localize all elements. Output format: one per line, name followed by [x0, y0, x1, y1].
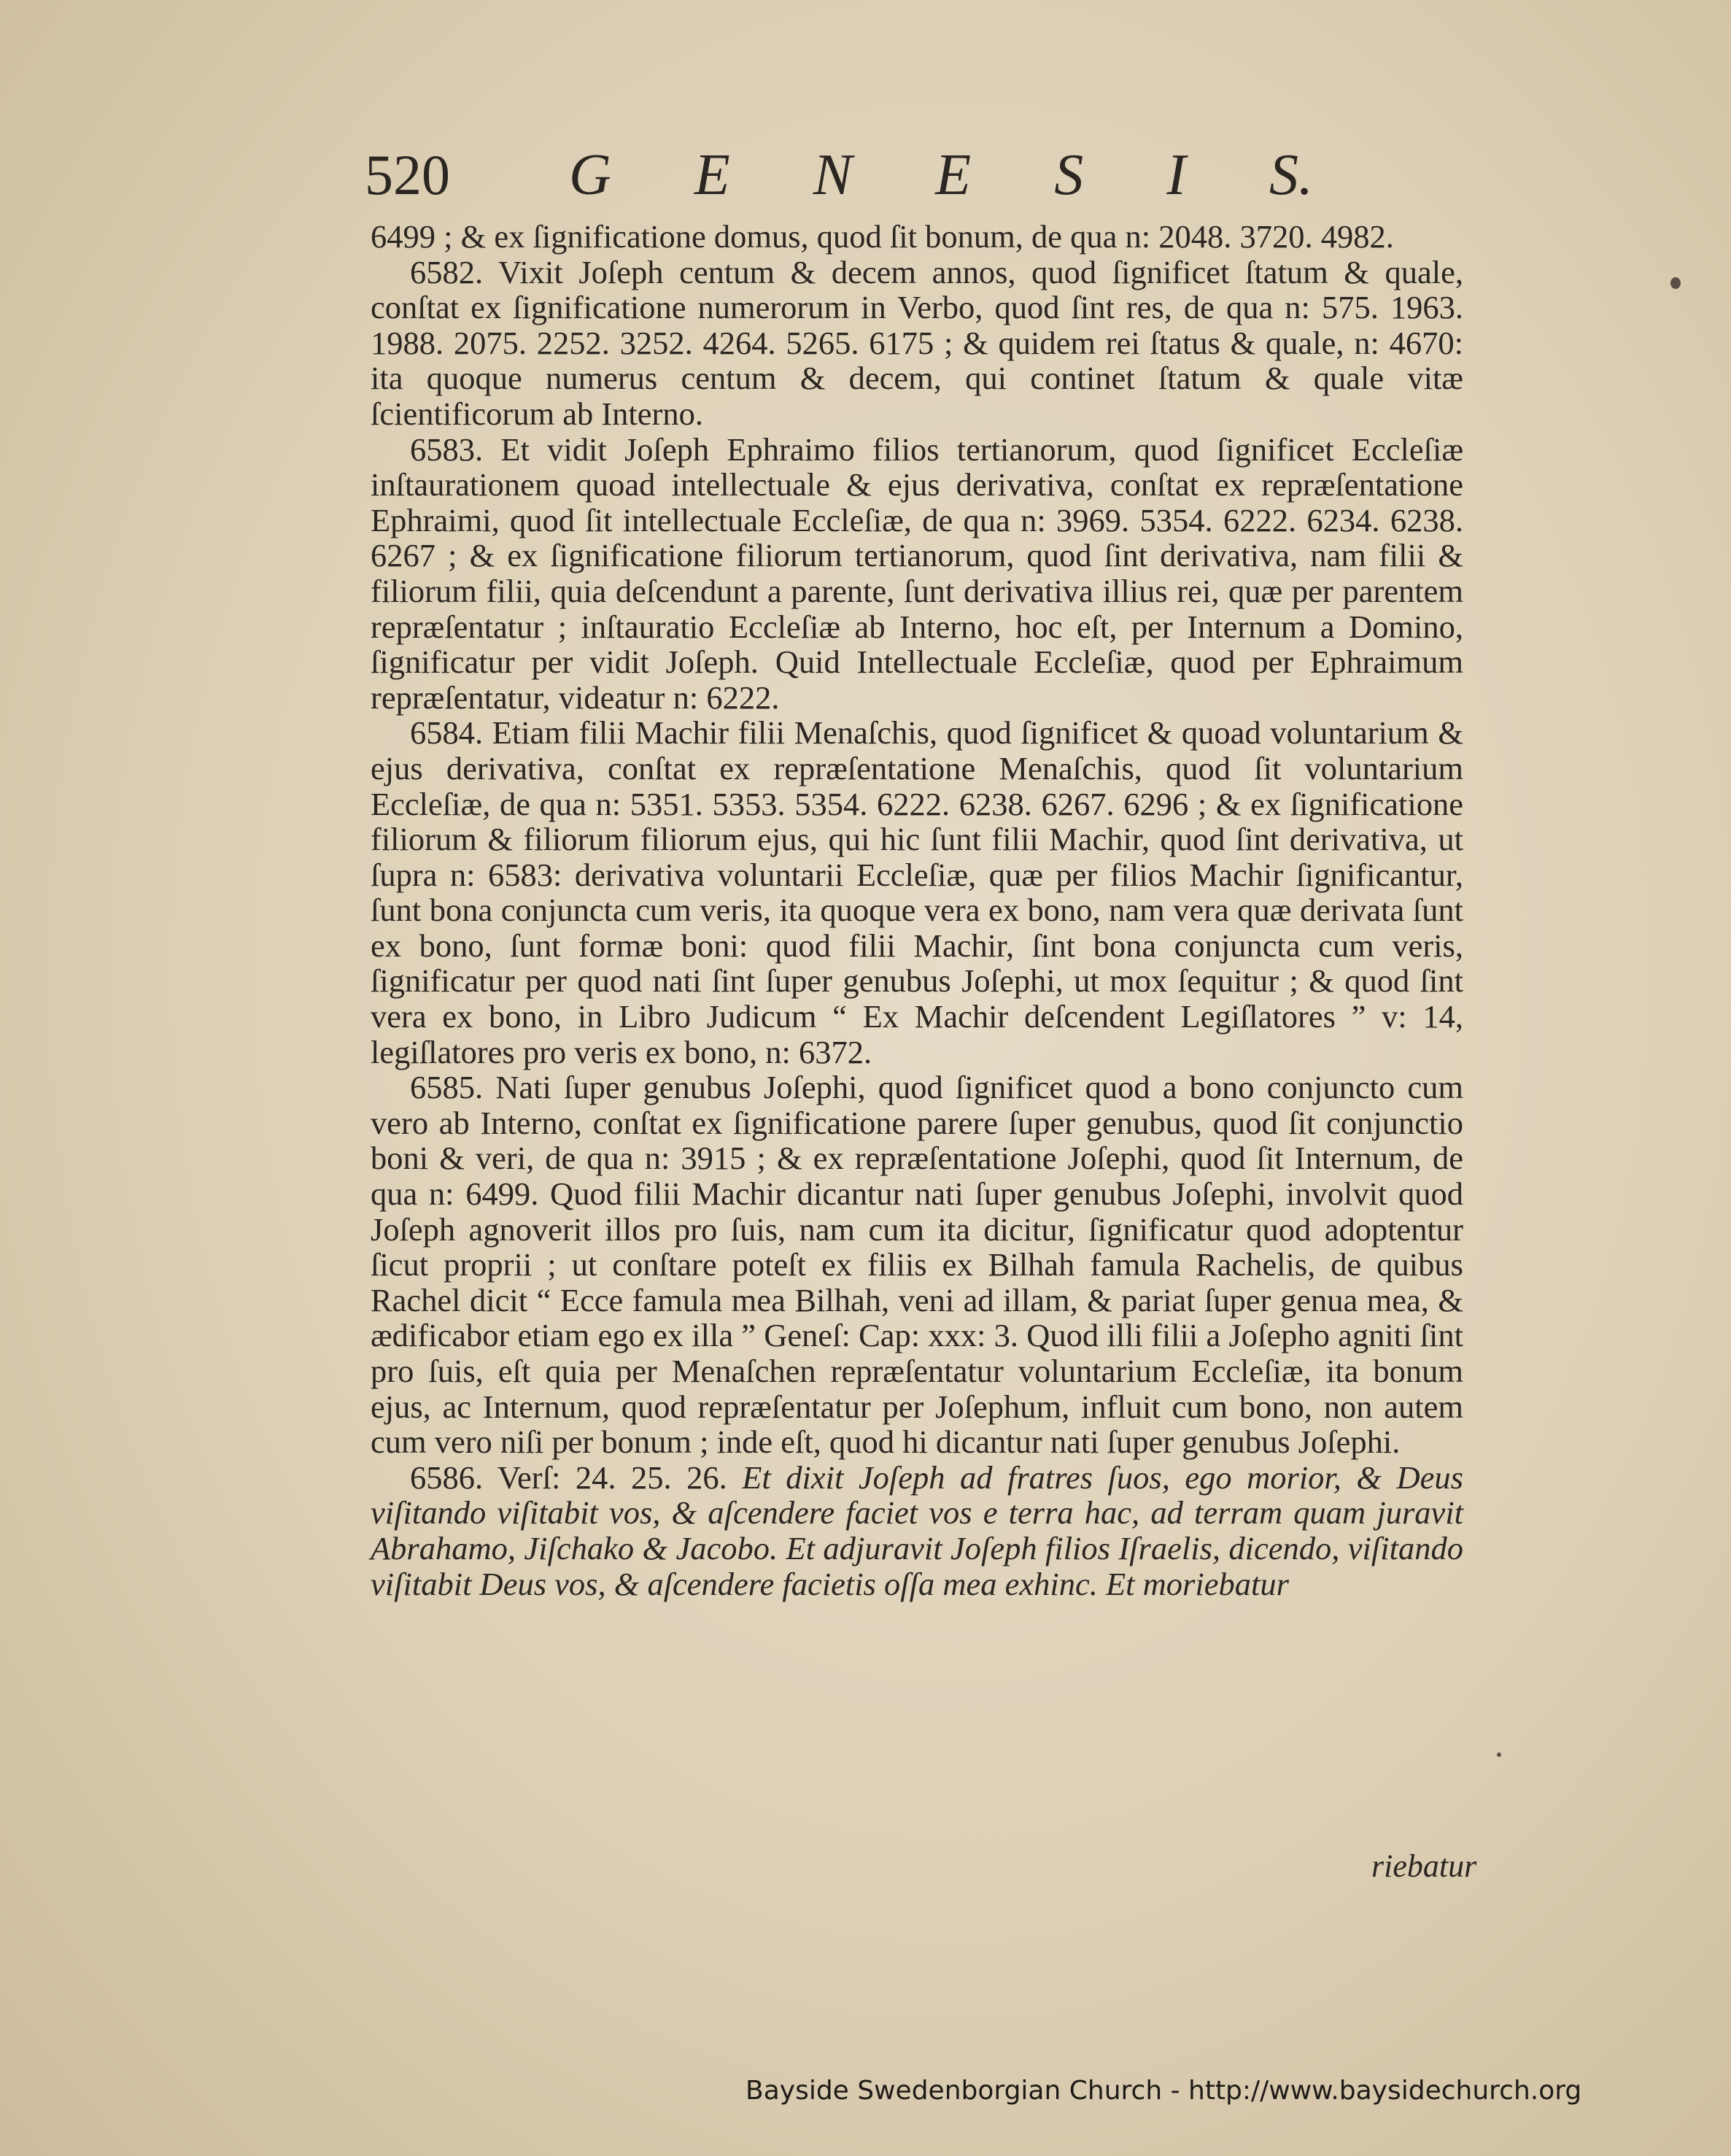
paragraph-6584: 6584. Etiam filii Machir filii Menaſchis, quod ſignificet & quoad voluntarium & ejus derivativa, conſtat ex repræſentatione Menaſchis, quod ſit voluntarium Eccleſiæ, de qua n: 5351. 5353. 5354. 6222. 6238. 6267. 6296 ; & ex ſignificatione filiorum & filiorum filiorum ejus, qui hic ſunt filii Machir, quod ſint derivativa, ut ſupra n: 6583: derivativa voluntarii Eccleſiæ, quæ per filios Machir ſignificantur, ſunt bona conjuncta cum veris, ita quoque vera ex bono, nam vera quæ derivata ſunt ex bono, ſunt formæ boni: quod filii Machir, ſint bona conjuncta cum veris, ſignificatur per quod nati ſint ſuper genubus Joſephi, ut mox ſequitur ; & quod ſint vera ex bono, in Libro Judicum “ Ex Machir deſcendent Legiſlatores ” v: 14, legiſlatores pro veris ex bono, n: 6372.: [371, 714, 1463, 1070]
catchword: riebatur: [1371, 1848, 1477, 1884]
title-letter: E: [694, 143, 730, 207]
paragraph-6586: [371, 1460, 1463, 1601]
watermark-credit: Bayside Swedenborgian Church - http://www.baysidechurch.org: [746, 2076, 1582, 2106]
title-letter: S: [1054, 143, 1084, 207]
ink-speck: [1497, 1753, 1501, 1757]
title-letter: I: [1166, 143, 1186, 207]
verse-quotation: Et dixit Joſeph ad fratres ſuos, ego morior, & Deus viſitando viſitabit vos, & aſcendere faciet vos e terra hac, ad terram quam juravit Abrahamo, Jiſchako & Jacobo. Et adjuravit Joſeph filios Iſraelis, dicendo, viſitando viſitabit Deus vos, & aſcendere facietis oſſa mea exhinc. Et moriebatur: [371, 1458, 1464, 1602]
title-letter: E: [935, 143, 972, 207]
title-letter: N: [813, 143, 853, 207]
ink-speck: [1670, 277, 1681, 289]
paragraph-6499-continuation: 6499 ; & ex ſignificatione domus, quod ſit bonum, de qua n: 2048. 3720. 4982.: [371, 218, 1394, 255]
running-title: [569, 142, 1313, 209]
paragraph-6582: 6582. Vixit Joſeph centum & decem annos, quod ſignificet ſtatum & quale, conſtat ex ſignificatione numerorum in Verbo, quod ſint res, de qua n: 575. 1963. 1988. 2075. 2252. 3252. 4264. 5265. 6175 ; & quidem rei ſtatus & quale, n: 4670: ita quoque numerus centum & decem, qui continet ſtatum & quale vitæ ſcientificorum ab Interno.: [371, 253, 1463, 432]
title-letter: S.: [1269, 143, 1313, 207]
title-letter: G: [569, 143, 611, 207]
page-number: 520: [365, 143, 450, 206]
verse-reference: 6586. Verſ: 24. 25. 26.: [410, 1458, 727, 1496]
paragraph-6583: 6583. Et vidit Joſeph Ephraimo filios tertianorum, quod ſignificet Eccleſiæ inſtaurationem quoad intellectuale & ejus derivativa, conſtat ex repræſentatione Ephraimi, quod ſit intellectuale Eccleſiæ, de qua n: 3969. 5354. 6222. 6234. 6238. 6267 ; & ex ſignificatione filiorum tertianorum, quod ſint derivativa, nam filii & filiorum filii, quia deſcendunt a parente, ſunt derivativa illius rei, quæ per parentem repræſentatur ; inſtauratio Eccleſiæ ab Interno, hoc eſt, per Internum a Domino, ſignificatur per vidit Joſeph. Quid Intellectuale Eccleſiæ, quod per Ephraimum repræſentatur, videatur n: 6222.: [371, 430, 1463, 716]
paragraph-6585: 6585. Nati ſuper genubus Joſephi, quod ſignificet quod a bono conjuncto cum vero ab Interno, conſtat ex ſignificatione parere ſuper genubus, quod ſit conjunctio boni & veri, de qua n: 3915 ; & ex repræſentatione Joſephi, quod ſit Internum, de qua n: 6499. Quod filii Machir dicantur nati ſuper genubus Joſephi, involvit quod Joſeph agnoverit illos pro ſuis, nam cum ita dicitur, ſignificatur quod adoptentur ſicut proprii ; ut conſtare poteſt ex filiis ex Bilhah famula Rachelis, de quibus Rachel dicit “ Ecce famula mea Bilhah, veni ad illam, & pariat ſuper genua mea, & ædificabor etiam ego ex illa ” Geneſ: Cap: xxx: 3. Quod illi filii a Joſepho agniti ſint pro ſuis, eſt quia per Menaſchen repræſentatur voluntarium Eccleſiæ, ita bonum ejus, ac Internum, quod repræſentatur per Joſephum, influit cum bono, non autem cum vero niſi per bonum ; inde eſt, quod hi dicantur nati ſuper genubus Joſephi.: [371, 1069, 1463, 1461]
body-text: [371, 219, 1463, 1601]
page-header: [365, 142, 1313, 223]
